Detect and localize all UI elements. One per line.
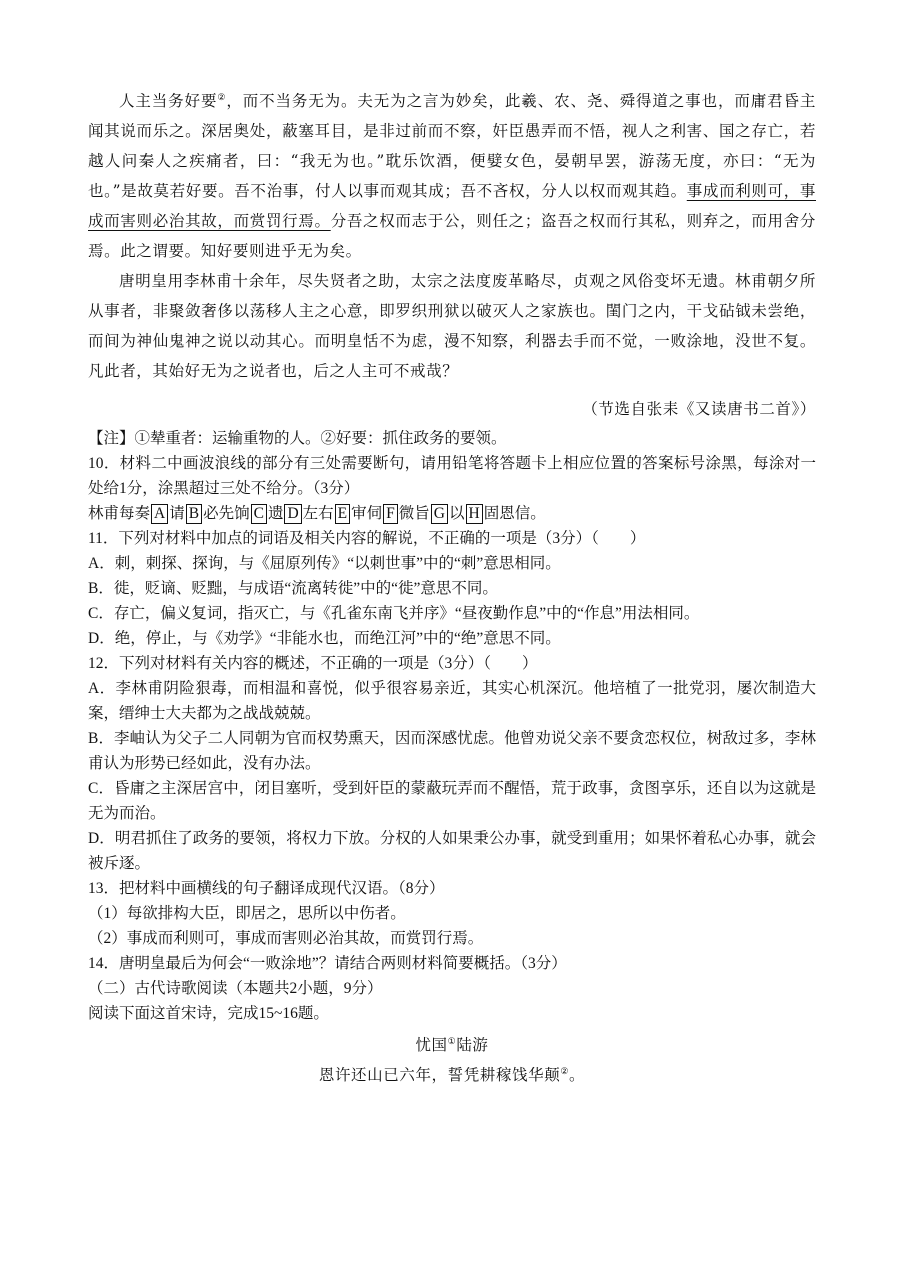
q13-stem: 13．把材料中画横线的句子翻译成现代汉语。（8分） xyxy=(88,880,445,897)
segment: 微旨 xyxy=(398,505,430,522)
segment: 审伺 xyxy=(351,505,383,522)
segment: 左右 xyxy=(302,505,334,522)
passage-text: 人主当务好要 xyxy=(119,92,218,110)
q12-option-a: A．李林甫阴险狠毒，而相温和喜悦，似乎很容易亲近，其实心机深沉。他培植了一批党羽，屡次制造大案，缙绅士大夫都为之战战兢兢。 xyxy=(88,680,816,722)
q11-stem: 11．下列对材料中加点的词语及相关内容的解说，不正确的一项是（3分）（ ） xyxy=(88,530,646,547)
answer-mark-d[interactable]: D xyxy=(284,504,301,524)
q13-item-1: （1）每欲排构大臣，即居之，思所以中伤者。 xyxy=(88,905,406,922)
q11-option-b: B．徙，贬谪、贬黜，与成语“流离转徙”中的“徙”意思不同。 xyxy=(88,580,498,597)
q11-option-d: D．绝，停止，与《劝学》“非能水也，而绝江河”中的“绝”意思不同。 xyxy=(88,630,561,647)
segment: 以 xyxy=(449,505,465,522)
q13-item-2: （2）事成而利则可，事成而害则必治其故，而赏罚行焉。 xyxy=(88,930,484,947)
poem-author: 陆游 xyxy=(456,1036,489,1054)
segment: 遗 xyxy=(267,505,284,522)
passage-source: （节选自张耒《又读唐书二首》） xyxy=(582,400,816,418)
q10-segments xyxy=(88,501,816,526)
passage-paragraph-2: 唐明皇用李林甫十余年，尽失贤者之助，太宗之法度废革略尽，贞观之风俗变坏无遗。林甫朝夕所从事者，非聚敛奢侈以荡移人主之心意，即罗织刑狱以破灭人之家族也。閨门之内，干戈砧钺未尝绝，而间为神仙鬼神之说以动其心。而明皇恬不为虑，漫不知察，利器去手而不觉，一败涂地，没世不复。凡此者，其始好无为之说者也，后之人主可不戒哉？ xyxy=(88,272,816,380)
passage-text: 分吾之权而志于公，则任之；盗吾之权而行其私，则弃之，而用舍分焉。此之谓要。知好要则进乎无为矣。 xyxy=(88,212,816,260)
segment: 林甫每奏 xyxy=(88,505,151,522)
answer-mark-f[interactable]: F xyxy=(383,504,398,524)
poem-line-1 xyxy=(88,1060,816,1090)
passage-text: ，而不当务无为。夫无为之言为妙矣，此羲、农、尧、舜得道之事也，而庸君昏主闻其说而乐之。深居奥处，蔽塞耳目，是非过前而不察，奸臣愚弄而不悟，视人之利害、国之存亡，若越人问秦人之疾痛者，曰：“我无为也。”耽乐饮酒，便嬖女色，晏朝早罢，游荡无度，亦曰：“无为也。”是故莫若好要。吾不治事，付人以事而观其成；吾不吝权，分人以权而观其趋。 xyxy=(88,92,817,200)
q12-option-d: D．明君抓住了政务的要领，将权力下放。分权的人如果秉公办事，就受到重用；如果怀着私心办事，就会被斥逐。 xyxy=(88,830,816,872)
note: 【注】①辇重者：运输重物的人。②好要：抓住政务的要领。 xyxy=(88,430,507,447)
footnote-mark: ② xyxy=(560,1066,570,1077)
section-2-intro: 阅读下面这首宋诗，完成15~16题。 xyxy=(88,1005,329,1022)
poem-title: 忧国 xyxy=(415,1036,448,1054)
answer-mark-b[interactable]: B xyxy=(186,504,202,524)
questions xyxy=(88,426,816,1026)
section-2-heading: （二）古代诗歌阅读（本题共2小题，9分） xyxy=(88,980,383,997)
answer-mark-h[interactable]: H xyxy=(466,504,483,524)
q12-option-b: B．李岫认为父子二人同朝为官而权势熏天，因而深感忧虑。他曾劝说父亲不要贪恋权位，树敌过多，李林甫认为形势已经如此，没有办法。 xyxy=(88,730,816,772)
segment: 必先饷 xyxy=(203,505,250,522)
poem-text: 恩许还山已六年，誓凭耕稼饯华颠 xyxy=(318,1066,561,1084)
answer-mark-c[interactable]: C xyxy=(251,504,267,524)
passage xyxy=(88,86,816,424)
answer-mark-g[interactable]: G xyxy=(431,504,448,524)
q11-option-a: A．刺，刺探、探询，与《屈原列传》“以刺世事”中的“刺”意思相同。 xyxy=(88,555,561,572)
q14-stem: 14．唐明皇最后为何会“一败涂地”？请结合两则材料简要概括。（3分） xyxy=(88,955,567,972)
answer-mark-e[interactable]: E xyxy=(335,504,350,524)
passage-paragraph-1 xyxy=(88,86,816,266)
poem xyxy=(88,1030,816,1090)
footnote-mark: ② xyxy=(217,92,227,103)
q11-option-c: C．存亡，偏义复词，指灭亡，与《孔雀东南飞并序》“昼夜勤作息”中的“作息”用法相同。 xyxy=(88,605,700,622)
underlined-sentence: 事成而利则可，事成而害则必治其故，而赏罚行焉。 xyxy=(88,182,816,230)
q12-option-c: C．昏庸之主深居宫中，闭目塞听，受到奸臣的蒙蔽玩弄而不醒悟，荒于政事，贪图享乐，还自以为这就是无为而治。 xyxy=(88,780,816,822)
segment: 固恩信。 xyxy=(483,505,546,522)
document-page xyxy=(88,86,816,1090)
q12-stem: 12．下列对材料有关内容的概述，不正确的一项是（3分）（ ） xyxy=(88,655,538,672)
answer-mark-a[interactable]: A xyxy=(151,504,168,524)
poem-text: 。 xyxy=(569,1066,586,1084)
segment: 请 xyxy=(169,505,185,522)
q10-stem: 10．材料二中画波浪线的部分有三处需要断句，请用铅笔将答题卡上相应位置的答案标号涂黑，每涂对一处给1分，涂黑超过三处不给分。（3分） xyxy=(88,455,816,497)
poem-title-line xyxy=(88,1030,816,1060)
footnote-mark: ① xyxy=(447,1036,457,1047)
